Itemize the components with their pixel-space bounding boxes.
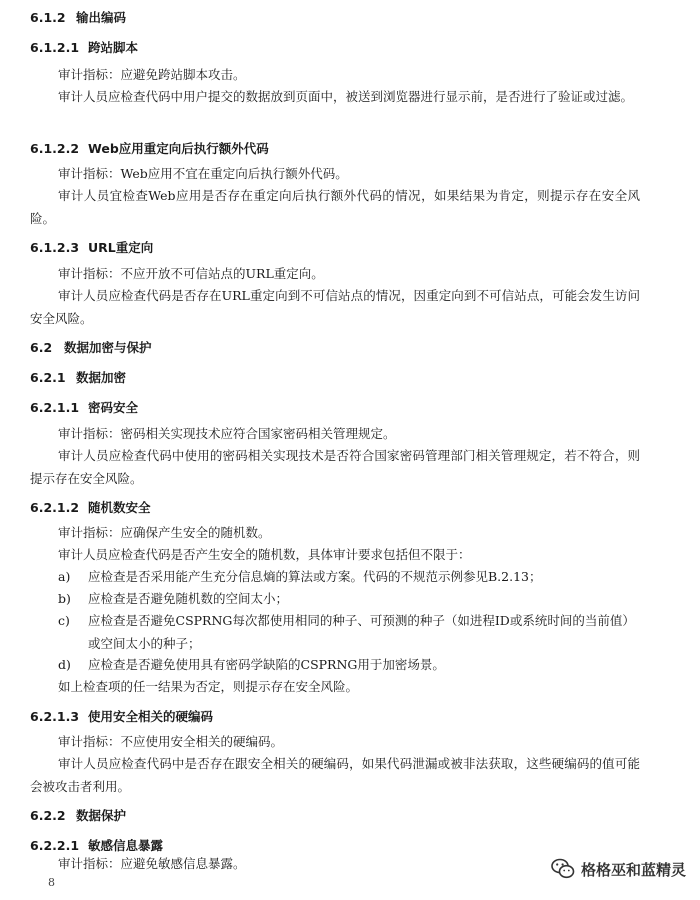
heading-6-1-2-3: 6.1.2.3 URL重定向 (30, 240, 154, 255)
paragraph: 审计人员应检查代码是否产生安全的随机数，具体审计要求包括但不限于： (58, 547, 471, 562)
list-item: a) 应检查是否采用能产生充分信息熵的算法或方案。代码的不规范示例参见B.2.13； (58, 569, 542, 584)
paragraph: 审计指标：密码相关实现技术应符合国家密码相关管理规定。 (58, 426, 396, 441)
paragraph: 审计指标：不应开放不可信站点的URL重定向。 (58, 266, 324, 281)
paragraph: 审计人员宜检查Web应用是否存在重定向后执行额外代码的情况，如果结果为肯定，则提示存在安全风险。 (30, 188, 640, 226)
list-item: b) 应检查是否避免随机数的空间太小； (58, 591, 289, 606)
paragraph: 如上检查项的任一结果为否定，则提示存在安全风险。 (58, 679, 359, 694)
paragraph: 审计指标：应确保产生安全的随机数。 (58, 525, 271, 540)
heading-6-2: 6.2 数据加密与保护 (30, 340, 152, 355)
paragraph: 审计指标：不应使用安全相关的硬编码。 (58, 734, 284, 749)
watermark-text: 格格巫和蓝精灵 (580, 860, 686, 879)
heading-6-1-2: 6.1.2 输出编码 (30, 10, 127, 25)
heading-6-2-1-3: 6.2.1.3 使用安全相关的硬编码 (30, 709, 214, 724)
paragraph: 审计人员应检查代码中是否存在跟安全相关的硬编码，如果代码泄漏或被非法获取，这些硬编码的值可能会被攻击者利用。 (30, 756, 640, 794)
page-number: 8 (48, 876, 55, 889)
heading-6-2-1-1: 6.2.1.1 密码安全 (30, 400, 139, 415)
heading-6-2-1: 6.2.1 数据加密 (30, 370, 127, 385)
heading-6-1-2-1: 6.1.2.1 跨站脚本 (30, 40, 139, 55)
paragraph: 审计人员应检查代码中使用的密码相关实现技术是否符合国家密码管理部门相关管理规定，若不符合，则提示存在安全风险。 (30, 448, 640, 486)
heading-6-2-1-2: 6.2.1.2 随机数安全 (30, 500, 151, 515)
paragraph: 审计指标：应避免跨站脚本攻击。 (58, 67, 246, 82)
heading-6-2-2: 6.2.2 数据保护 (30, 808, 127, 823)
heading-6-1-2-2: 6.1.2.2 Web应用重定向后执行额外代码 (30, 141, 269, 156)
watermark (551, 858, 686, 880)
wechat-logo-icon (551, 858, 575, 880)
paragraph: 审计指标：应避免敏感信息暴露。 (58, 856, 246, 871)
heading-6-2-2-1: 6.2.2.1 敏感信息暴露 (30, 838, 164, 853)
list-item: c) 应检查是否避免CSPRNG每次都使用相同的种子、可预测的种子（如进程ID或系统时间的当前值）或空间太小的种子； (58, 613, 635, 651)
paragraph: 审计人员应检查代码中用户提交的数据放到页面中，被送到浏览器进行显示前，是否进行了验证或过滤。 (58, 89, 634, 104)
paragraph: 审计人员应检查代码是否存在URL重定向到不可信站点的情况，因重定向到不可信站点，可能会发生访问安全风险。 (30, 288, 640, 326)
list-item: d) 应检查是否避免使用具有密码学缺陷的CSPRNG用于加密场景。 (58, 657, 445, 672)
paragraph: 审计指标：Web应用不宜在重定向后执行额外代码。 (58, 166, 348, 181)
